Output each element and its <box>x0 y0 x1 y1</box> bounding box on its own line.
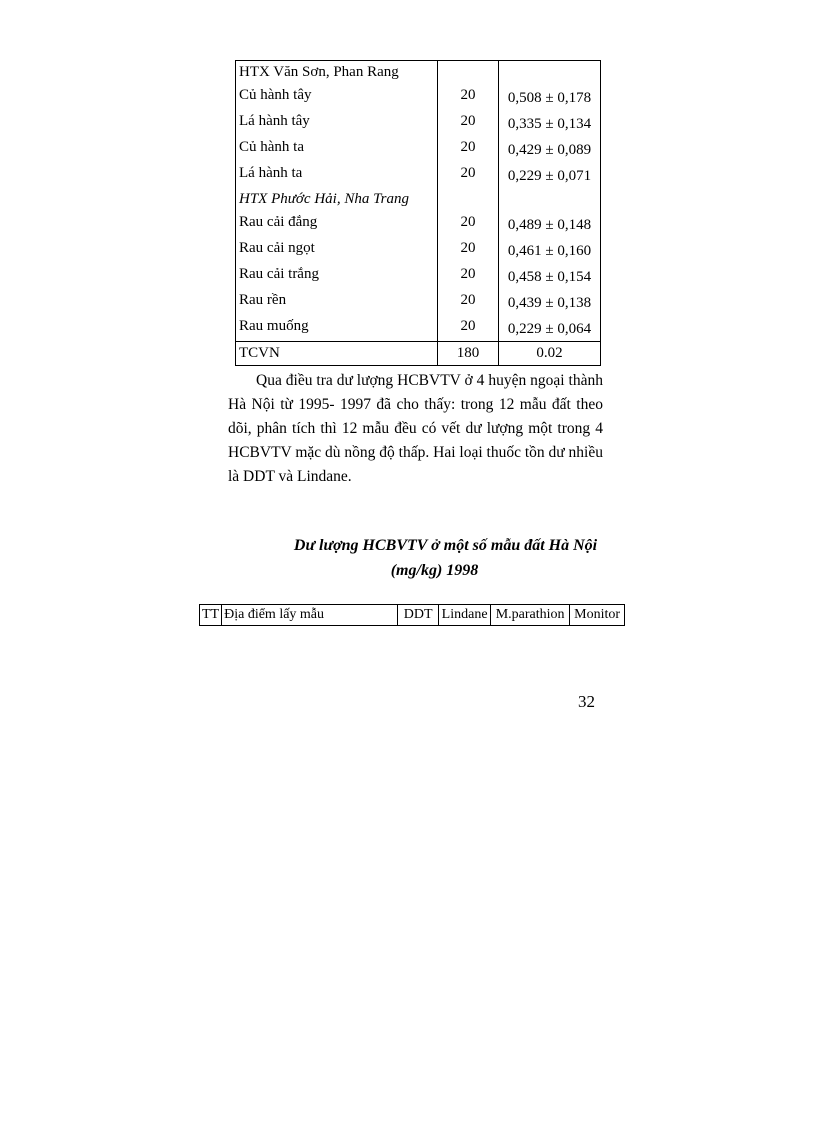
residue-value: 0,508 ± 0,178 <box>499 84 601 110</box>
group-location: HTX Văn Sơn, Phan Rang <box>236 61 438 85</box>
total-name: TCVN <box>236 342 438 366</box>
residue-table-body <box>236 61 601 366</box>
table-row <box>236 110 601 136</box>
residue-value: 0,439 ± 0,138 <box>499 289 601 315</box>
sample-count: 20 <box>438 289 499 315</box>
empty-cell <box>438 188 499 211</box>
table-row <box>236 84 601 110</box>
header-mparathion: M.parathion <box>491 605 570 626</box>
section-title-line1: Dư lượng HCBVTV ở một số mẫu đất Hà Nội <box>293 537 598 554</box>
section-title <box>228 533 603 583</box>
sample-name: Củ hành ta <box>236 136 438 162</box>
sample-name: Lá hành tây <box>236 110 438 136</box>
header-location: Địa điểm lấy mẫu <box>222 605 398 626</box>
sample-name: Lá hành ta <box>236 162 438 188</box>
empty-cell <box>438 61 499 85</box>
sample-name: Rau cải đắng <box>236 211 438 237</box>
sample-count: 20 <box>438 315 499 342</box>
sample-name: Rau muống <box>236 315 438 342</box>
table-row <box>236 162 601 188</box>
sample-name: Rau rền <box>236 289 438 315</box>
section-title-line2: (mg/kg) 1998 <box>390 562 479 579</box>
group-row <box>236 188 601 211</box>
table-row <box>236 136 601 162</box>
group-row <box>236 61 601 85</box>
table-row <box>236 211 601 237</box>
soil-table-header <box>200 605 625 626</box>
sample-count: 20 <box>438 263 499 289</box>
residue-value: 0,489 ± 0,148 <box>499 211 601 237</box>
sample-count: 20 <box>438 110 499 136</box>
group-location: HTX Phước Hải, Nha Trang <box>236 188 438 211</box>
empty-cell <box>499 61 601 85</box>
sample-count: 20 <box>438 162 499 188</box>
sample-name: Rau cải ngọt <box>236 237 438 263</box>
total-count: 180 <box>438 342 499 366</box>
paragraph-text: Qua điều tra dư lượng HCBVTV ở 4 huyện ngoại thành Hà Nội từ 1995- 1997 đã cho thấy: trong 12 mẫu đất theo dõi, phân tích thì 12 mẫu đều có vết dư lượng một trong 4 HCBVTV mặc dù nồng độ thấp. Hai loại thuốc tồn dư nhiều là DDT và Lindane. <box>228 372 603 485</box>
residue-value: 0,429 ± 0,089 <box>499 136 601 162</box>
sample-name: Củ hành tây <box>236 84 438 110</box>
soil-residue-table <box>199 604 625 626</box>
total-row <box>236 342 601 366</box>
residue-value: 0,229 ± 0,071 <box>499 162 601 188</box>
residue-value: 0,461 ± 0,160 <box>499 237 601 263</box>
body-paragraph <box>228 369 603 489</box>
header-monitor: Monitor <box>570 605 625 626</box>
page-number: 32 <box>578 692 595 711</box>
sample-count: 20 <box>438 84 499 110</box>
header-ddt: DDT <box>398 605 439 626</box>
sample-count: 20 <box>438 211 499 237</box>
sample-name: Rau cải trắng <box>236 263 438 289</box>
residue-value: 0,335 ± 0,134 <box>499 110 601 136</box>
residue-table <box>235 60 601 366</box>
table-row <box>236 289 601 315</box>
residue-value: 0,458 ± 0,154 <box>499 263 601 289</box>
residue-value: 0,229 ± 0,064 <box>499 315 601 342</box>
sample-count: 20 <box>438 136 499 162</box>
empty-cell <box>499 188 601 211</box>
header-lindane: Lindane <box>439 605 491 626</box>
header-tt: TT <box>200 605 222 626</box>
table-row <box>236 263 601 289</box>
total-value: 0.02 <box>499 342 601 366</box>
table-row <box>236 315 601 342</box>
sample-count: 20 <box>438 237 499 263</box>
soil-table-header-row <box>200 605 625 626</box>
table-row <box>236 237 601 263</box>
